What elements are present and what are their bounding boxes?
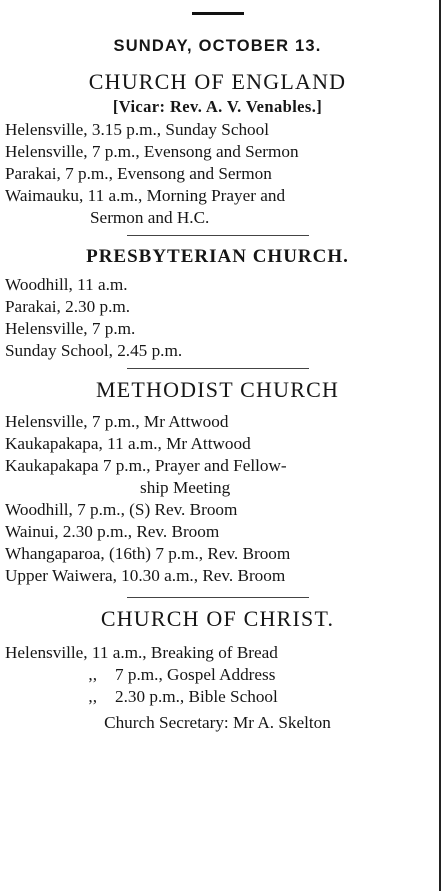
- service-entry: Waimauku, 11 a.m., Morning Prayer and Sermon and H.C.: [5, 185, 430, 229]
- section-presbyterian: [5, 244, 430, 362]
- service-entry-ditto: ,, 7 p.m., Gospel Address: [5, 664, 430, 686]
- church-secretary: Church Secretary: Mr A. Skelton: [104, 713, 331, 732]
- service-entry: Wainui, 2.30 p.m., Rev. Broom: [5, 522, 220, 541]
- section-methodist: [5, 377, 430, 587]
- ditto-mark: ,,: [88, 687, 97, 706]
- service-entry: Helensville, 7 p.m., Evensong and Sermon: [5, 142, 299, 161]
- service-entry: Helensville, 7 p.m.: [5, 319, 136, 338]
- service-entry: Helensville, 11 a.m., Breaking of Bread: [5, 643, 278, 662]
- section-church-of-england: [5, 69, 430, 229]
- section-title: CHURCH OF ENGLAND: [88, 69, 347, 94]
- section-title: METHODIST CHURCH: [95, 377, 340, 402]
- service-entry: Kaukapakapa, 11 a.m., Mr Attwood: [5, 434, 251, 453]
- service-entry: Whangaparoa, (16th) 7 p.m., Rev. Broom: [5, 544, 291, 563]
- section-title: CHURCH OF CHRIST.: [100, 606, 335, 631]
- service-entry-ditto: ,, 2.30 p.m., Bible School: [5, 686, 430, 708]
- service-entry: Parakai, 7 p.m., Evensong and Sermon: [5, 164, 272, 183]
- service-entry-continuation: ship Meeting: [140, 478, 231, 497]
- service-entry: Woodhill, 11 a.m.: [5, 275, 128, 294]
- vicar-line: [Vicar: Rev. A. V. Venables.]: [112, 97, 323, 116]
- service-entry: Helensville, 3.15 p.m., Sunday School: [5, 120, 269, 139]
- ditto-mark: ,,: [88, 665, 97, 684]
- service-entry: Parakai, 2.30 p.m.: [5, 297, 131, 316]
- section-divider: [127, 597, 309, 598]
- header-rule: [192, 12, 244, 15]
- section-divider: [127, 235, 309, 236]
- service-entry: Sunday School, 2.45 p.m.: [5, 341, 183, 360]
- service-entry: Woodhill, 7 p.m., (S) Rev. Broom: [5, 500, 238, 519]
- service-entry: Kaukapakapa 7 p.m., Prayer and Fellow- ship Meeting: [5, 455, 430, 499]
- section-divider: [127, 368, 309, 369]
- service-entry: Upper Waiwera, 10.30 a.m., Rev. Broom: [5, 566, 286, 585]
- service-entry: Helensville, 7 p.m., Mr Attwood: [5, 412, 229, 431]
- date-heading: SUNDAY, OCTOBER 13.: [113, 37, 322, 55]
- column-rule: [439, 0, 441, 891]
- service-entry-continuation: Sermon and H.C.: [90, 208, 210, 227]
- section-title: PRESBYTERIAN CHURCH.: [86, 246, 349, 267]
- section-church-of-christ: [5, 606, 430, 734]
